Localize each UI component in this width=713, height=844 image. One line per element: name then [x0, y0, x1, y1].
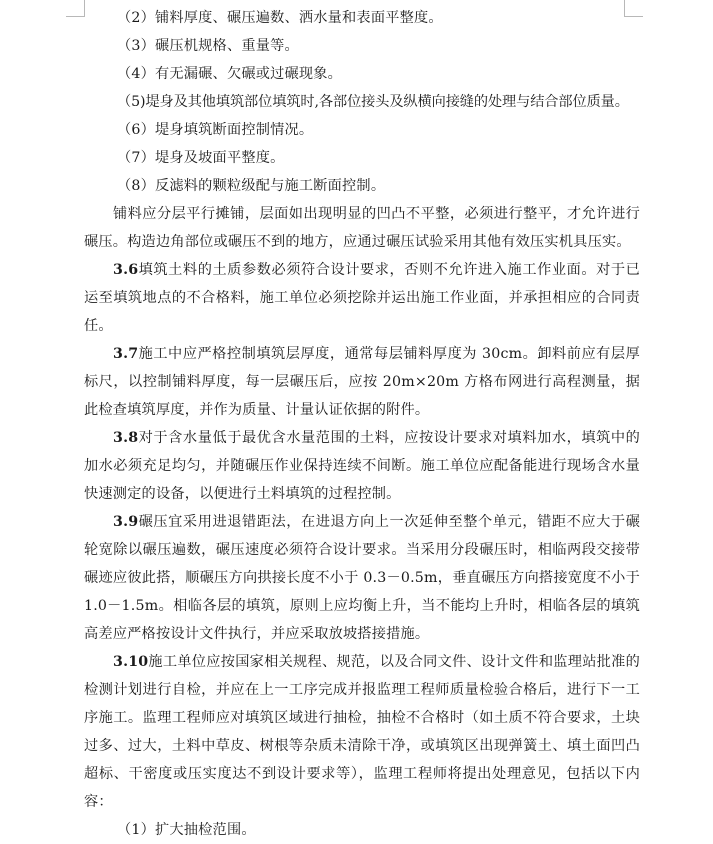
page-corner-mark-left [66, 0, 85, 17]
section-number: 3.6 [113, 262, 139, 278]
list-item: （8）反滤料的颗粒级配与施工断面控制。 [117, 178, 386, 194]
section-number: 3.8 [113, 430, 139, 446]
section-3-6 [84, 256, 640, 340]
section-number: 3.7 [113, 346, 139, 362]
document-page [84, 4, 640, 844]
paragraph-intro: 铺料应分层平行摊铺，层面如出现明显的凹凸不平整，必须进行整平，才允许进行碾压。构造边角部位或碾压不到的地方，应通过碾压试验采用其他有效压实机具压实。 [84, 206, 640, 250]
list-item: （3）碾压机规格、重量等。 [117, 38, 299, 54]
section-text: 碾压宜采用进退错距法，在进退方向上一次延伸至整个单元，错距不应大于碾轮宽除以碾压遍数，碾压速度必须符合设计要求。当采用分段碾压时，相临两段交接带碾迹应彼此搭，顺碾压方向拱接长度不小于 0.3－0.5m，垂直碾压方向搭接宽度不小于 1.0－1.5m。相临各层的填筑，原则上应均衡上升，当不能均上升时，相临各层的填筑高差应严格按设计文件执行，并应采取放坡搭接措施。 [84, 514, 640, 642]
list-item: （1）扩大抽检范围。 [117, 822, 256, 838]
section-text: 对于含水量低于最优含水量范围的土料，应按设计要求对填料加水，填筑中的加水必须充足均匀，并随碾压作业保持连续不间断。施工单位应配备能进行现场含水量快速测定的设备，以便进行土料填筑的过程控制。 [84, 430, 640, 502]
section-3-9 [84, 508, 640, 648]
section-text: 填筑土料的土质参数必须符合设计要求，否则不允许进入施工作业面。对于已运至填筑地点的不合格料，施工单位必须挖除并运出施工作业面，并承担相应的合同责任。 [84, 262, 640, 334]
list-item: （2）铺料厚度、碾压遍数、洒水量和表面平整度。 [117, 10, 443, 26]
section-text: 施工单位应按国家相关规程、规范，以及合同文件、设计文件和监理站批准的检测计划进行自检，并应在上一工序完成并报监理工程师质量检验合格后，进行下一工序施工。监理工程师应对填筑区域进行抽检，抽检不合格时（如土质不符合要求，土块过多、过大，土料中草皮、树根等杂质未清除干净，或填筑区出现弹簧土、填土面凹凸超标、干密度或压实度达不到设计要求等），监理工程师将提出处理意见，包括以下内容： [84, 654, 640, 810]
section-number: 3.10 [113, 654, 149, 670]
list-item: （5)堤身及其他填筑部位填筑时,各部位接头及纵横向接缝的处理与结合部位质量。 [117, 94, 629, 110]
section-text: 施工中应严格控制填筑层厚度，通常每层铺料厚度为 30cm。卸料前应有层厚标尺，以控制铺料厚度，每一层碾压后，应按 20m×20m 方格布网进行高程测量，据此检查填筑厚度，并作为质量、计量认证依据的附件。 [84, 346, 640, 418]
list-item: （4）有无漏碾、欠碾或过碾现象。 [117, 66, 343, 82]
section-3-10 [84, 648, 640, 816]
list-item: （6）堤身填筑断面控制情况。 [117, 122, 314, 138]
section-3-8 [84, 424, 640, 508]
list-item: （7）堤身及坡面平整度。 [117, 150, 285, 166]
section-number: 3.9 [113, 514, 139, 530]
section-3-7 [84, 340, 640, 424]
